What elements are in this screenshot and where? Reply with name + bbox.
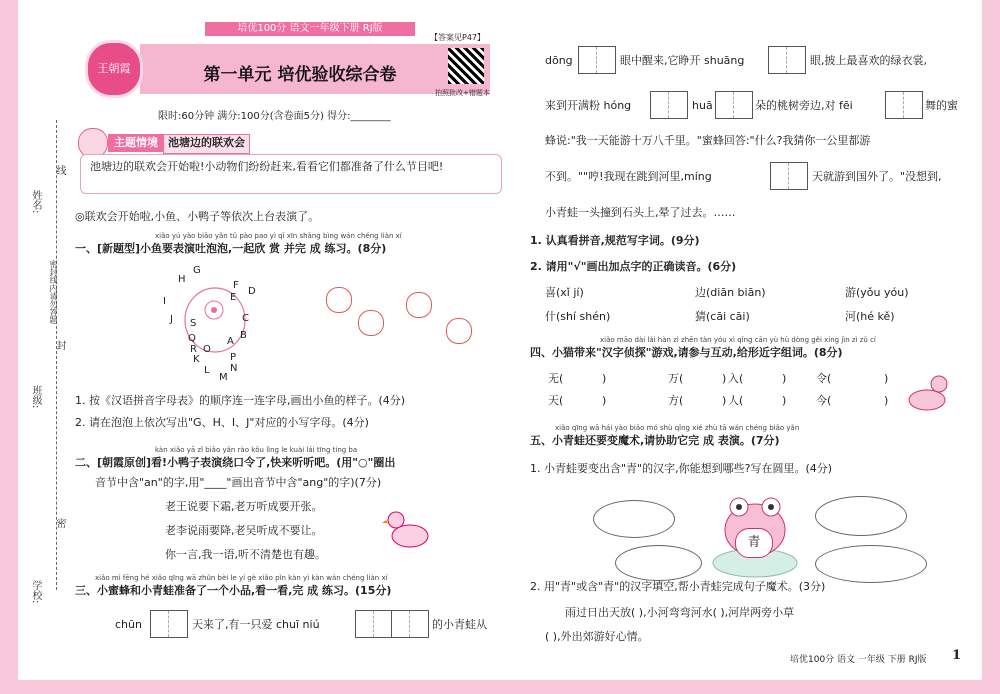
q3-line1-a: chūn bbox=[115, 618, 142, 631]
write-cell-hua[interactable] bbox=[715, 91, 753, 119]
q3-line4: 蜂说:"我一天能游十万八千里。"蜜蜂回答:"什么?我猜你一公里都游 bbox=[545, 134, 871, 147]
write-cell-chuiniu-1[interactable] bbox=[355, 610, 393, 638]
write-cell-fei[interactable] bbox=[885, 91, 923, 119]
group-4-a[interactable]: 令( bbox=[816, 372, 832, 385]
answer-circle-1[interactable] bbox=[593, 500, 675, 538]
q5-sub1: 1. 小青蛙要变出含"青"的汉字,你能想到哪些?写在圆里。(4分) bbox=[530, 462, 833, 475]
theme-name: 池塘边的联欢会 bbox=[163, 134, 250, 154]
page-number: 1 bbox=[952, 648, 962, 663]
letter-f: F bbox=[233, 280, 239, 291]
reading-options[interactable]: (diān biān) bbox=[706, 286, 766, 299]
fish-pupil-icon bbox=[211, 307, 217, 313]
logo: 王朝霞 bbox=[85, 40, 143, 98]
group-1-b[interactable]: 天( bbox=[548, 394, 564, 407]
group-3[interactable] bbox=[728, 368, 743, 412]
q3-line5-a: 不到。""哼!我现在跳到河里,míng bbox=[545, 170, 712, 183]
q2-pinyin: kàn xiǎo yā zǐ biǎo yǎn rào kǒu lìng le kuài lái tīng ting ba bbox=[155, 446, 358, 454]
reading-4[interactable] bbox=[545, 308, 610, 325]
reading-options[interactable]: (xǐ jí) bbox=[556, 286, 584, 299]
letter-a: A bbox=[227, 336, 234, 347]
reading-3[interactable] bbox=[845, 284, 909, 301]
q2-line-2: 老李说雨要降,老吴听成不要让。 bbox=[165, 524, 323, 537]
letter-r: R bbox=[190, 344, 197, 355]
q3-sub2: 2. 请用"√"画出加点字的正确读音。(6分) bbox=[530, 260, 737, 273]
q3-line5-b: 天就游到国外了。"没想到, bbox=[812, 170, 942, 183]
bubble-3[interactable] bbox=[406, 292, 432, 318]
group-2-close: ) ) bbox=[722, 372, 727, 407]
q2-title2: 音节中含"an"的字,用"____"画出音节中含"ang"的字)(7分) bbox=[95, 476, 382, 489]
reading-char: 猜 bbox=[695, 310, 706, 323]
bubble-2[interactable] bbox=[358, 310, 384, 336]
q5-sentence-2: ( ),外出郊游好心情。 bbox=[545, 630, 649, 643]
reading-2[interactable] bbox=[695, 284, 766, 301]
q5-title: 五、小青蛙还要变魔术,请协助它完 成 表演。(7分) bbox=[530, 434, 780, 447]
group-3-b[interactable]: 人( bbox=[728, 394, 744, 407]
write-cell-chuiniu-2[interactable] bbox=[391, 610, 429, 638]
q1-pinyin: xiǎo yú yào biǎo yǎn tǔ pào pao yì qǐ xīn shǎng bìng wán chéng liàn xí bbox=[155, 232, 402, 240]
answer-circle-4[interactable] bbox=[815, 545, 927, 583]
reading-1[interactable] bbox=[545, 284, 584, 301]
letter-e: E bbox=[230, 292, 237, 303]
q1-sub1: 1. 按《汉语拼音字母表》的顺序连一连字母,画出小鱼的样子。(4分) bbox=[75, 394, 406, 407]
group-3-a[interactable]: 入( bbox=[728, 372, 744, 385]
seal-note: 密封线内请勿答题 bbox=[49, 260, 58, 324]
q3-line3-c: 朵的桃树旁边,对 fēi bbox=[755, 99, 853, 112]
reading-5[interactable] bbox=[695, 308, 750, 325]
q2-title: 二、[朝霞原创]看!小鸭子表演绕口令了,快来听听吧。(用"○"圈出 bbox=[75, 456, 396, 469]
top-strip: 培优100分 语文一年级下册 RJ版 bbox=[205, 22, 415, 36]
q3-line3-a: 来到开满粉 hóng bbox=[545, 99, 632, 112]
write-cell-chun[interactable] bbox=[150, 610, 188, 638]
letter-h: H bbox=[178, 274, 186, 285]
write-cell-hong[interactable] bbox=[650, 91, 688, 119]
q3-line2-b: 眼中醒来,它睁开 shuāng bbox=[620, 54, 745, 67]
q3-line3-d: 舞的蜜 bbox=[925, 99, 958, 112]
group-2-a[interactable]: 万( bbox=[668, 372, 684, 385]
answer-circle-3[interactable] bbox=[815, 496, 907, 536]
letter-b: B bbox=[240, 330, 247, 341]
letter-c: C bbox=[242, 313, 249, 324]
footer-text: 培优100分 语文 一年级 下册 RJ版 bbox=[790, 655, 927, 665]
group-1-close: ) ) bbox=[602, 372, 607, 407]
write-cell-ming[interactable] bbox=[770, 162, 808, 190]
reading-options[interactable]: (yǒu yóu) bbox=[856, 286, 909, 299]
letter-j: J bbox=[170, 314, 173, 325]
reading-options[interactable]: (cāi cāi) bbox=[706, 310, 750, 323]
qr-code-icon[interactable] bbox=[448, 48, 484, 84]
letter-p: P bbox=[230, 352, 237, 363]
class-label: 班级: bbox=[30, 385, 41, 409]
group-4[interactable] bbox=[816, 368, 831, 412]
q3-sub1: 1. 认真看拼音,规范写字词。(9分) bbox=[530, 234, 700, 247]
theme-text: 池塘边的联欢会开始啦!小动物们纷纷赶来,看看它们都准备了什么节目吧! bbox=[90, 160, 444, 173]
duck-icon bbox=[382, 506, 432, 550]
answer-ref: 【答案见P47】 bbox=[430, 33, 486, 42]
right-border bbox=[982, 0, 1000, 694]
bubble-4[interactable] bbox=[446, 318, 472, 344]
q3-title: 三、小蜜蜂和小青蛙准备了一个小品,看一看,完 成 练习。(15分) bbox=[75, 584, 392, 597]
reading-options[interactable]: (hé kě) bbox=[856, 310, 895, 323]
group-2-b[interactable]: 方( bbox=[668, 394, 684, 407]
group-1-a[interactable]: 无( bbox=[548, 372, 564, 385]
time-score-line: 限时:60分钟 满分:100分(含卷面5分) 得分:________ bbox=[158, 111, 391, 122]
q2-line-3: 你一言,我一语,听不清楚也有趣。 bbox=[165, 548, 326, 561]
reading-char: 游 bbox=[845, 286, 856, 299]
reading-char: 什 bbox=[545, 310, 556, 323]
letter-m: M bbox=[219, 372, 228, 383]
intro-text: ◎联欢会开始啦,小鱼、小鸭子等依次上台表演了。 bbox=[75, 210, 320, 223]
q5-pinyin: xiǎo qīng wā hái yào biǎo mó shù qǐng xié zhù tā wán chéng biǎo yǎn bbox=[555, 424, 800, 432]
seal-line-char-1: 线 bbox=[54, 165, 65, 175]
q5-sentence-1: 雨过日出天放( ),小河弯弯河水( ),河岸两旁小草 bbox=[565, 606, 795, 619]
reading-options[interactable]: (shí shén) bbox=[556, 310, 611, 323]
letter-n: N bbox=[230, 363, 238, 374]
seal-line-char-2: 封 bbox=[54, 340, 65, 350]
q3-line1-b: 天来了,有一只爱 chuī niú bbox=[192, 618, 320, 631]
name-label: 姓名: bbox=[30, 190, 41, 214]
q3-line2-c: 眼,披上最喜欢的绿衣裳, bbox=[810, 54, 927, 67]
frog-char: 青 bbox=[735, 528, 773, 558]
school-label: 学校: bbox=[30, 580, 41, 604]
group-4-close: ) ) bbox=[884, 372, 889, 407]
q3-pinyin: xiǎo mì fēng hé xiǎo qīng wā zhǔn bèi le yí gè xiǎo pǐn kàn yì kàn wán chéng liàn xí bbox=[95, 574, 388, 582]
q3-line1-c: 的小青蛙从 bbox=[432, 618, 487, 631]
reading-char: 河 bbox=[845, 310, 856, 323]
reading-6[interactable] bbox=[845, 308, 895, 325]
bubble-1[interactable] bbox=[326, 287, 352, 313]
letter-q: Q bbox=[188, 333, 196, 344]
letter-l: L bbox=[204, 365, 210, 376]
q5-sub2: 2. 用"青"或含"青"的汉字填空,帮小青蛙完成句子魔术。(3分) bbox=[530, 580, 826, 593]
bottom-border bbox=[0, 680, 1000, 694]
letter-d: D bbox=[248, 286, 256, 297]
answer-circle-2[interactable] bbox=[615, 545, 702, 581]
group-3-close: ) ) bbox=[782, 372, 787, 407]
letter-o: O bbox=[203, 344, 211, 355]
q3-line6: 小青蛙一头撞到石头上,晕了过去。…… bbox=[545, 206, 736, 219]
qr-caption: 拍照批改+错题本 bbox=[435, 89, 490, 97]
write-cell-dong[interactable] bbox=[578, 46, 616, 74]
seal-line-char-3: 密 bbox=[54, 518, 65, 528]
group-4-b[interactable]: 今( bbox=[816, 394, 832, 407]
q4-pinyin: xiǎo māo dài lái hàn zì zhēn tàn yóu xì qǐng cān yù hù dòng gěi xíng jìn zì zǔ cí bbox=[600, 336, 876, 344]
q1-sub2: 2. 请在泡泡上依次写出"G、H、I、J"对应的小写字母。(4分) bbox=[75, 416, 369, 429]
left-border bbox=[0, 0, 18, 694]
letter-i: I bbox=[163, 296, 166, 307]
q1-title: 一、[新题型]小鱼要表演吐泡泡,一起欣 赏 并完 成 练习。(8分) bbox=[75, 242, 387, 255]
letter-s: S bbox=[190, 318, 197, 329]
theme-tag: 主题情境 bbox=[108, 134, 164, 152]
q2-line-1: 老王说要下霜,老万听成要开张。 bbox=[165, 500, 323, 513]
reading-char: 喜 bbox=[545, 286, 556, 299]
group-1[interactable] bbox=[548, 368, 563, 412]
q4-title: 四、小猫带来"汉字侦探"游戏,请参与互动,给形近字组词。(8分) bbox=[530, 346, 843, 359]
letter-g: G bbox=[193, 265, 201, 276]
reading-char: 边 bbox=[695, 286, 706, 299]
q3-line3-b: huā bbox=[692, 99, 713, 112]
q3-line2-a: dōng bbox=[545, 54, 573, 67]
write-cell-shuang[interactable] bbox=[768, 46, 806, 74]
cat-icon bbox=[905, 370, 951, 414]
page-title: 第一单元 培优验收综合卷 bbox=[203, 65, 397, 85]
letter-k: K bbox=[193, 354, 200, 365]
group-2[interactable] bbox=[668, 368, 683, 412]
